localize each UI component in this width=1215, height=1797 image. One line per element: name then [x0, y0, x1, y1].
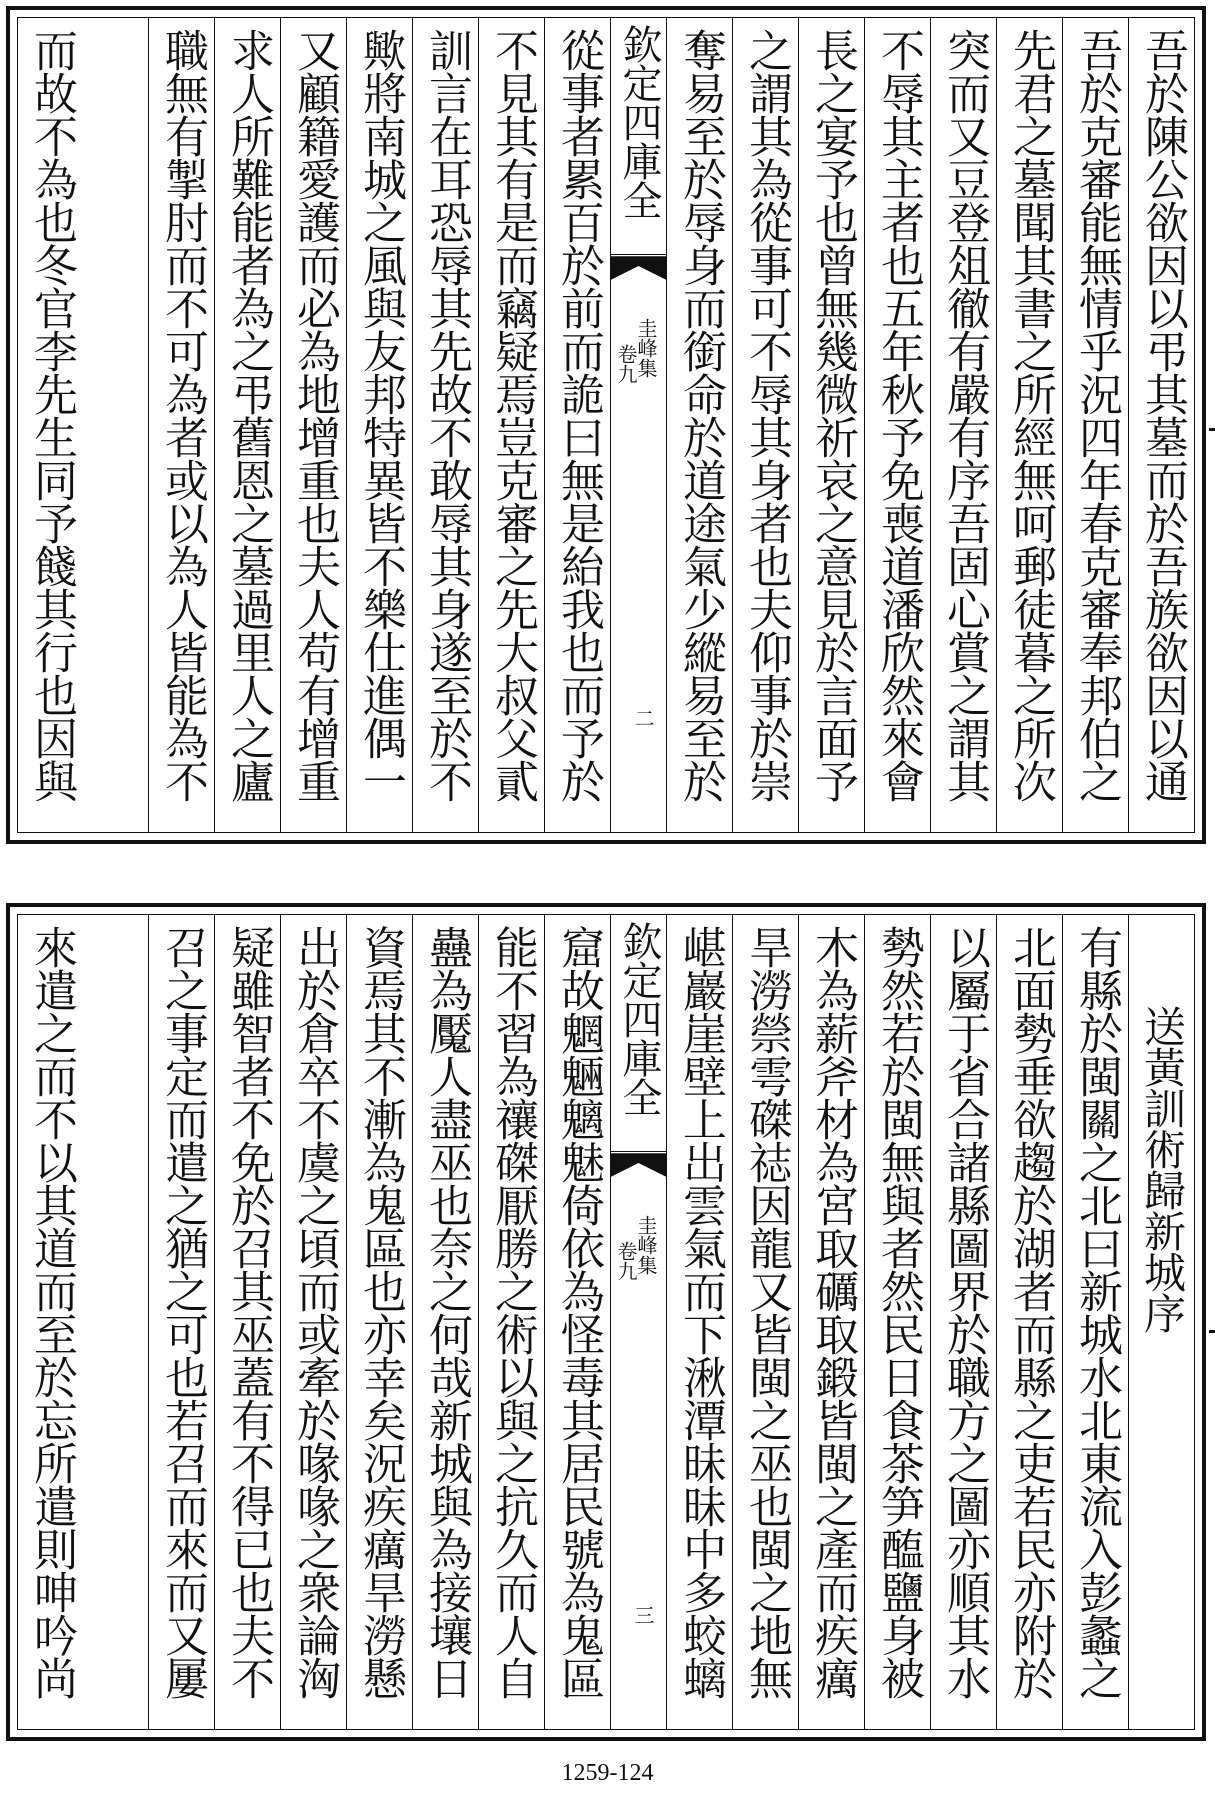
bottom-page-columns: [18, 915, 1194, 1729]
column-text: 嵁巖崖壁上出雲氣而下湫潭昧昧中多蛟螭: [675, 925, 726, 1699]
column-text: 資焉其不漸為鬼區也亦幸矣況疾癘旱澇懸: [355, 925, 406, 1699]
text-column: [864, 915, 930, 1729]
text-column: [346, 18, 412, 832]
center-gutter: [610, 915, 666, 1729]
column-text: 以屬于省合諸縣圖界於職方之圖亦順其水: [939, 925, 990, 1699]
edge-tick: [1209, 1330, 1215, 1333]
text-column: [346, 915, 412, 1729]
column-text: 而故不為也冬官李先生同予餞其行也因與: [26, 28, 77, 802]
collection-name: 圭峰集: [634, 318, 658, 378]
center-title-box: [611, 915, 666, 1152]
center-title-box: [611, 18, 666, 255]
column-text: 北面勢垂欲趨於湖者而縣之吏若民亦附於: [1005, 925, 1056, 1699]
bottom-page-panel: [6, 903, 1206, 1741]
column-text: 不辱其主者也五年秋予免喪道潘欣然來會: [873, 28, 924, 802]
text-column: [412, 18, 478, 832]
column-text: 長之宴予也曾無幾微祈哀之意見於言面予: [807, 28, 858, 802]
text-column: [18, 915, 148, 1729]
column-text: 蠱為魘人盡巫也奈之何哉新城與為接壤日: [421, 925, 472, 1699]
top-page-panel: [6, 6, 1206, 844]
text-column: [1062, 18, 1128, 832]
column-text: 又顧籍愛護而必為地增重也夫人苟有增重: [289, 28, 340, 802]
text-column: [544, 18, 610, 832]
text-column: [1062, 915, 1128, 1729]
column-text: 勢然若於閩無與者然民日食茶笋醢鹽身被: [873, 925, 924, 1699]
title-column: [1128, 915, 1194, 1729]
text-column: [412, 915, 478, 1729]
text-column: [996, 18, 1062, 832]
page-footer-number: 1259-124: [561, 1760, 654, 1786]
text-column: [214, 18, 280, 832]
column-text: 有縣於閩關之北曰新城水北東流入彭蠡之: [1071, 925, 1122, 1699]
fishtail-mark-icon: [611, 1153, 666, 1179]
book-title: 欽定四庫全: [616, 921, 662, 1116]
column-text: 疑雖智者不免於召其巫蓋有不得已也夫不: [223, 925, 274, 1699]
text-column: [478, 18, 544, 832]
column-text: 吾於陳公欲因以弔其墓而於吾族欲因以通: [1137, 28, 1188, 802]
column-text: 求人所難能者為之弔舊恩之墓過里人之廬: [223, 28, 274, 802]
column-text: 突而又豆登俎徹有嚴有序吾固心賞之謂其: [939, 28, 990, 802]
text-column: [214, 915, 280, 1729]
column-text: 窟故魍魎魑魅倚依為怪毒其居民號為鬼區: [553, 925, 604, 1699]
column-text: 從事者累百於前而詭曰無是紿我也而予於: [553, 28, 604, 802]
text-column: [996, 915, 1062, 1729]
text-column: [1128, 18, 1194, 832]
column-text: 木為薪斧材為宮取礪取鍛皆閩之產而疾癘: [807, 925, 858, 1699]
text-column: [666, 18, 732, 832]
text-column: [930, 915, 996, 1729]
column-text: 不見其有是而竊疑焉豈克審之先大叔父貳: [487, 28, 538, 802]
text-column: [478, 915, 544, 1729]
column-text: 吾於克審能無情乎況四年春克審奉邦伯之: [1071, 28, 1122, 802]
edge-tick: [1209, 428, 1215, 431]
text-column: [798, 18, 864, 832]
text-column: [666, 915, 732, 1729]
page-number: 三: [631, 1605, 655, 1625]
page-number: 二: [631, 708, 655, 728]
text-column: [544, 915, 610, 1729]
text-column: [732, 18, 798, 832]
text-column: [798, 915, 864, 1729]
column-text: 之謂其為從事可不辱其身者也夫仰事於崇: [741, 28, 792, 802]
column-text: 先君之墓聞其書之所經無呵郵徒暮之所次: [1005, 28, 1056, 802]
volume-number: 卷九: [614, 1241, 638, 1281]
column-text: 歟將南城之風與友邦特異皆不樂仕進偶一: [355, 28, 406, 802]
text-column: [280, 18, 346, 832]
text-column: [148, 18, 214, 832]
center-gutter: [610, 18, 666, 832]
column-text: 出於倉卒不虞之頃而或牽於喙喙之衆論洶: [289, 925, 340, 1699]
column-text: 召之事定而遣之猶之可也若召而來而又屢: [157, 925, 208, 1699]
column-text: 職無有掣肘而不可為者或以為人皆能為不: [157, 28, 208, 802]
top-page-frame: [17, 17, 1195, 833]
text-column: [18, 18, 148, 832]
top-page-columns: [18, 18, 1194, 832]
volume-number: 卷九: [614, 344, 638, 384]
essay-title: 送黃訓術歸新城序: [1138, 1005, 1187, 1333]
book-title: 欽定四庫全: [616, 24, 662, 219]
collection-name: 圭峰集: [634, 1215, 658, 1275]
fishtail-mark-icon: [611, 256, 666, 282]
column-text: 旱澇禜雩磔䄊因龍又皆閩之巫也閩之地無: [741, 925, 792, 1699]
text-column: [864, 18, 930, 832]
column-text: 來遣之而不以其道而至於忘所遣則呻吟尚: [26, 925, 77, 1699]
column-text: 訓言在耳恐辱其先故不敢辱其身遂至於不: [421, 28, 472, 802]
text-column: [732, 915, 798, 1729]
text-column: [148, 915, 214, 1729]
bottom-page-frame: [17, 914, 1195, 1730]
text-column: [930, 18, 996, 832]
column-text: 能不習為禳磔厭勝之術以與之抗久而人自: [487, 925, 538, 1699]
text-column: [280, 915, 346, 1729]
column-text: 奪易至於辱身而銜命於道途氣少縱易至於: [675, 28, 726, 802]
